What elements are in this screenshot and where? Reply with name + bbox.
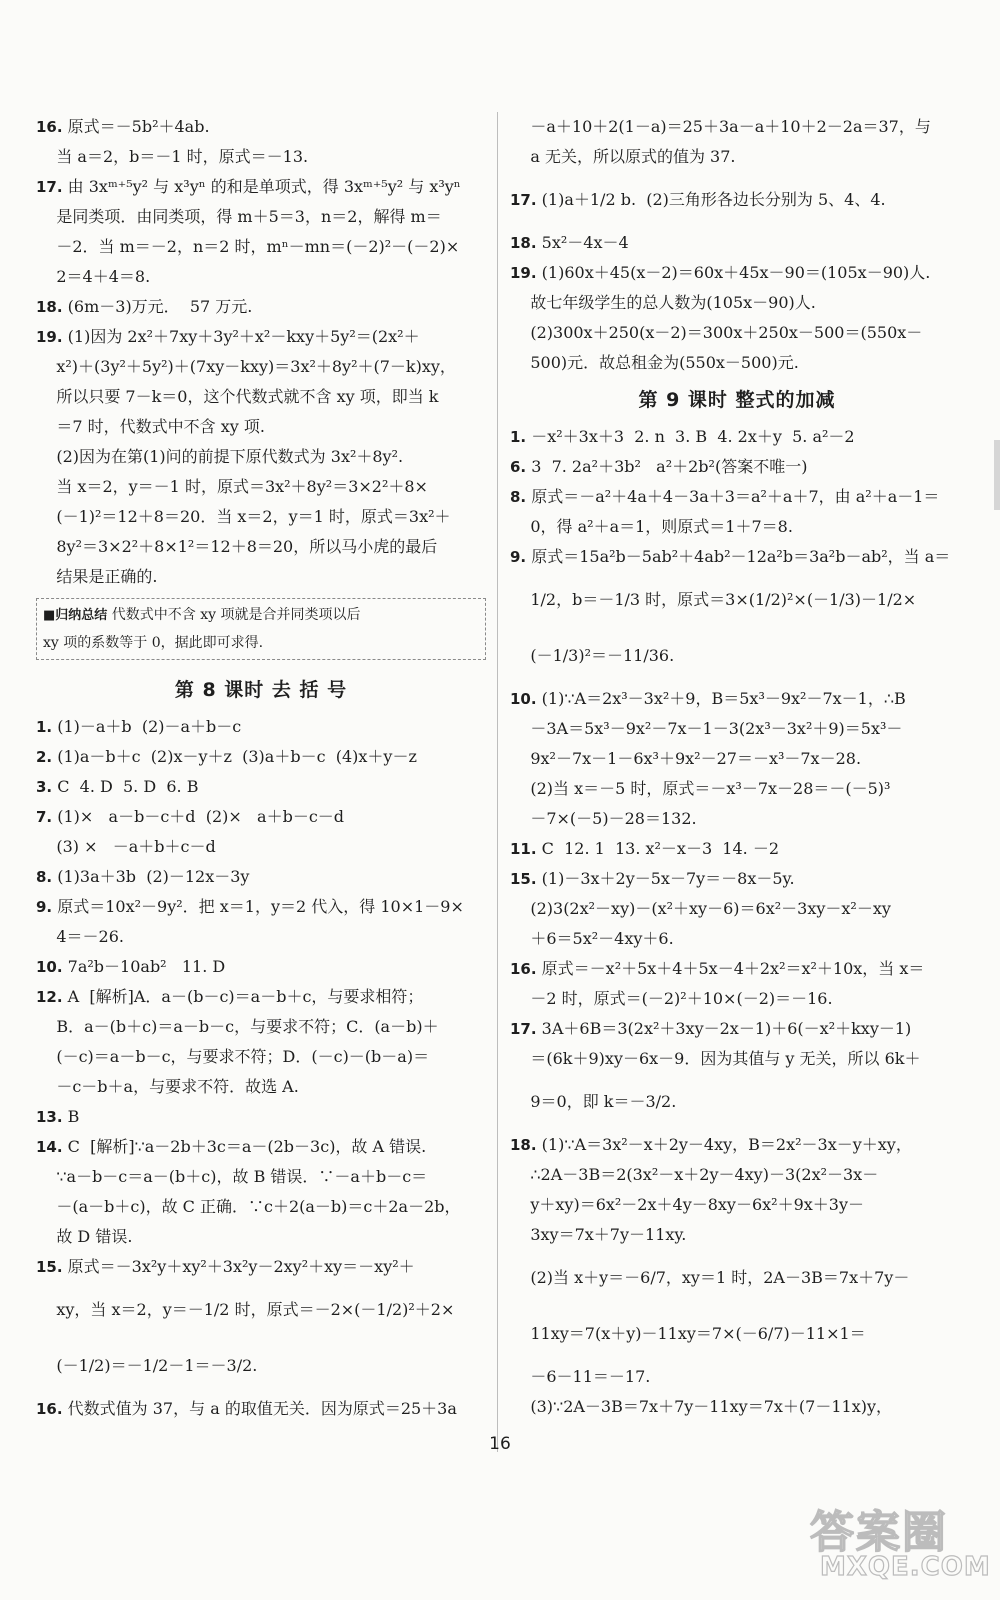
answer-text: (2)3(2x²－xy)－(x²＋xy－6)＝6x²－3xy－x²－xy [510,899,891,918]
question-number: 18. [36,298,63,316]
answer-line [510,774,964,804]
answer-text: A [解析]A．a－(b－c)＝a－b＋c，与要求相符； [62,987,424,1006]
answer-text: (3)∵2A－3B＝7x＋7y－11xy＝7x＋(7－11x)y， [510,1397,892,1416]
summary-note-text: 代数式中不含 xy 项就是合并同类项以后 [107,607,361,623]
answer-text: (2)300x＋250(x－2)＝300x＋250x－500＝(550x－ [510,323,923,342]
question-number: 8. [36,868,53,886]
watermark-logo [810,1496,991,1592]
answer-line [36,1102,486,1132]
question-number: 17. [510,1020,537,1038]
answer-line [510,258,964,288]
page-edge-marker [994,440,1000,510]
answer-line [36,232,486,262]
question-number: 6. [510,458,527,476]
answer-text: －c－b＋a，与要求不符．故选 A. [36,1077,299,1096]
answer-line [36,1394,486,1424]
answer-line [510,1190,964,1220]
answer-line [510,1306,964,1362]
question-number: 15. [36,1258,63,1276]
answer-text: ＝(6k＋9)xy－6x－9．因为其值与 y 无关，所以 6k＋ [510,1049,921,1068]
answer-text: 5x²－4x－4 [536,233,629,252]
question-number: 18. [510,1136,537,1154]
answer-line [510,452,964,482]
question-number: 8. [510,488,527,506]
answer-line [36,772,486,802]
answer-text: 1/2，b＝－1/3 时，原式＝3×(1/2)²×(－1/3)－1/2× [510,590,917,609]
answer-line [510,348,964,378]
answer-line [36,352,486,382]
answer-line [36,502,486,532]
answer-line [510,572,964,628]
summary-note-text: xy 项的系数等于 0，据此即可求得. [43,635,264,651]
answer-line [510,1220,964,1250]
answer-line [510,894,964,924]
question-number: 10. [36,958,63,976]
answer-line [510,1362,964,1392]
answer-text: (1)60x＋45(x－2)＝60x＋45x－90＝(105x－90)人. [536,263,931,282]
answer-line [36,292,486,322]
question-number: 11. [510,840,537,858]
answer-text: 故七年级学生的总人数为(105x－90)人. [510,293,816,312]
answer-text: 3A＋6B＝3(2x²＋3xy－2x－1)＋6(－x²＋kxy－1) [536,1019,912,1038]
answer-text: －a＋10＋2(1－a)＝25＋3a－a＋10＋2－2a＝37，与 [510,117,931,136]
answer-line [510,744,964,774]
answer-text: 4＝－26. [36,927,124,946]
answer-text: －3A＝5x³－9x²－7x－1－3(2x³－3x²＋9)＝5x³－ [510,719,903,738]
answer-line [36,832,486,862]
answer-line [510,864,964,894]
question-number: 16. [36,118,63,136]
answer-text: (3) × －a＋b＋c－d [36,837,216,856]
answer-text: xy，当 x＝2，y＝－1/2 时，原式＝－2×(－1/2)²＋2× [36,1300,455,1319]
question-number: 15. [510,870,537,888]
page-number: 16 [489,1434,511,1454]
answer-text: (－1/2)＝－1/2－1＝－3/2. [36,1356,258,1375]
answer-line [36,142,486,172]
left-column [36,112,486,1424]
answer-text: (2)因为在第(1)问的前提下原代数式为 3x²＋8y². [36,447,404,466]
question-number: 19. [510,264,537,282]
answer-text: C 12. 1 13. x²－x－3 14. －2 [536,839,780,858]
answer-text: (－1/3)²＝－11/36. [510,646,675,665]
question-number: 17. [510,191,537,209]
answer-line [510,318,964,348]
answer-line [510,542,964,572]
answer-line [36,1072,486,1102]
question-number: 3. [36,778,53,796]
column-divider [497,112,498,1452]
answer-line [510,714,964,744]
summary-note-tag: ■归纳总结 [43,608,108,623]
answer-text: B．a－(b＋c)＝a－b－c，与要求不符；C．(a－b)＋ [36,1017,439,1036]
answer-line [510,1074,964,1130]
question-number: 10. [510,690,537,708]
answer-line [36,1252,486,1282]
answer-text: (1)× a－b－c＋d (2)× a＋b－c－d [52,807,345,826]
answer-line [36,472,486,502]
question-number: 13. [36,1108,63,1126]
answer-text: 当 a＝2，b＝－1 时，原式＝－13. [36,147,309,166]
answer-text: y＋xy)＝6x²－2x＋4y－8xy－6x²＋9x＋3y－ [510,1195,865,1214]
answer-line [36,802,486,832]
answer-line [510,422,964,452]
answer-text: －7×(－5)－28＝132. [510,809,697,828]
section-heading: 第 8 课时 去 括 号 [174,679,348,701]
answer-text: 原式＝－5b²＋4ab. [62,117,210,136]
question-number: 7. [36,808,53,826]
answer-text: 11xy＝7(x＋y)－11xy＝7×(－6/7)－11×1＝ [510,1324,866,1343]
answer-text: 所以只要 7－k＝0，这个代数式就不含 xy 项，即当 k [36,387,439,406]
answer-line [36,1012,486,1042]
answer-text: (1)3a＋3b (2)－12x－3y [52,867,250,886]
answer-text: 8y²＝3×2²＋8×1²＝12＋8＝20，所以马小虎的最后 [36,537,438,556]
answer-line [510,288,964,318]
answer-line [36,532,486,562]
answer-text: 是同类项．由同类项，得 m＋5＝3，n＝2，解得 m＝ [36,207,442,226]
question-number: 1. [510,428,527,446]
answer-text: (1)－a＋b (2)－a＋b－c [52,717,242,736]
summary-note-line [43,601,479,629]
answer-line [510,112,964,142]
question-number: 1. [36,718,53,736]
answer-text: 结果是正确的. [36,567,158,586]
answer-line [36,1042,486,1072]
answer-text: B [62,1107,80,1126]
answer-line [36,412,486,442]
summary-note-box [36,598,486,660]
answer-line [36,562,486,592]
answer-line [510,684,964,714]
answer-text: C [解析]∵a－2b＋3c＝a－(2b－3c)，故 A 错误. [62,1137,427,1156]
watermark-glyphs: 答案圈 [810,1507,948,1558]
answer-line [510,804,964,834]
answer-text: ＋6＝5x²－4xy＋6. [510,929,674,948]
answer-text: 原式＝－a²＋4a＋4－3a＋3＝a²＋a＋7，由 a²＋a－1＝ [526,487,940,506]
answer-text: (2)当 x＋y＝－6/7，xy＝1 时，2A－3B＝7x＋7y－ [510,1268,910,1287]
watermark-url: MXQE.COM [820,1552,991,1582]
answer-text: 当 x＝2，y＝－1 时，原式＝3x²＋8y²＝3×2²＋8× [36,477,428,496]
answer-line [36,322,486,352]
answer-text: 3 7. 2a²＋3b² a²＋2b²(答案不唯一) [526,457,808,476]
answer-line [510,142,964,172]
question-number: 2. [36,748,53,766]
answer-text: 0，得 a²＋a＝1，则原式＝1＋7＝8. [510,517,793,536]
answer-line [510,1392,964,1422]
answer-text: －6－11＝－17. [510,1367,651,1386]
answer-line [36,922,486,952]
question-number: 17. [36,178,63,196]
answer-line [510,482,964,512]
answer-line [36,382,486,412]
answer-line [36,742,486,772]
answer-line [510,512,964,542]
answer-text: 由 3xᵐ⁺⁵y² 与 x³yⁿ 的和是单项式，得 3xᵐ⁺⁵y² 与 x³yⁿ [62,177,461,196]
section-heading: 第 9 课时 整式的加减 [638,389,836,411]
answer-line [510,172,964,228]
question-number: 16. [510,960,537,978]
answer-text: －(a－b＋c)，故 C 正确．∵c＋2(a－b)＝c＋2a－2b， [36,1197,461,1216]
answer-text: (－c)＝a－b－c，与要求不符；D．(－c)－(b－a)＝ [36,1047,430,1066]
answer-text: 3xy＝7x＋7y－11xy. [510,1225,687,1244]
answer-line [36,1222,486,1252]
answer-text: 故 D 错误. [36,1227,133,1246]
answer-text: ∴2A－3B＝2(3x²－x＋2y－4xy)－3(2x²－3x－ [510,1165,879,1184]
answer-text: －2 时，原式＝(－2)²＋10×(－2)＝－16. [510,989,833,1008]
question-number: 9. [510,548,527,566]
answer-text: (1)因为 2x²＋7xy＋3y²＋x²－kxy＋5y²＝(2x²＋ [62,327,420,346]
question-number: 12. [36,988,63,1006]
answer-text: 原式＝15a²b－5ab²＋4ab²－12a²b＝3a²b－ab²，当 a＝ [526,547,951,566]
answer-text: 原式＝－x²＋5x＋4＋5x－4＋2x²＝x²＋10x，当 x＝ [536,959,925,978]
answer-line [510,1044,964,1074]
answer-line [36,1162,486,1192]
question-number: 14. [36,1138,63,1156]
answer-text: 9＝0，即 k＝－3/2. [510,1092,677,1111]
answer-line [510,984,964,1014]
right-column [510,112,964,1422]
answer-line [36,262,486,292]
answer-line [510,834,964,864]
answer-text: (1)∵A＝3x²－x＋2y－4xy，B＝2x²－3x－y＋xy， [536,1135,912,1154]
answer-line [36,712,486,742]
question-number: 16. [36,1400,63,1418]
summary-note-line [43,629,479,657]
answer-text: 原式＝10x²－9y²．把 x＝1，y＝2 代入，得 10×1－9× [52,897,464,916]
answer-line [36,1132,486,1162]
answer-text: ＝7 时，代数式中不含 xy 项. [36,417,265,436]
answer-line [510,1014,964,1044]
answer-text: C 4. D 5. D 6. B [52,777,199,796]
answer-line [36,982,486,1012]
answer-line [36,862,486,892]
answer-text: (1)a－b＋c (2)x－y＋z (3)a＋b－c (4)x＋y－z [52,747,417,766]
answer-line [510,924,964,954]
answer-text: (1)－3x＋2y－5x－7y＝－8x－5y. [536,869,795,888]
answer-text: －x²＋3x＋3 2. n 3. B 4. 2x＋y 5. a²－2 [526,427,855,446]
answer-text: x²)＋(3y²＋5y²)＋(7xy－kxy)＝3x²＋8y²＋(7－k)xy， [36,357,456,376]
answer-line [36,952,486,982]
answer-line [510,954,964,984]
answer-text: (1)∵A＝2x³－3x²＋9，B＝5x³－9x²－7x－1，∴B [536,689,906,708]
answer-line [510,628,964,684]
answer-line [36,202,486,232]
answer-line [36,1338,486,1394]
answer-text: (－1)²＝12＋8＝20．当 x＝2，y＝1 时，原式＝3x²＋ [36,507,451,526]
answer-line [36,442,486,472]
answer-text: (6m－3)万元． 57 万元. [62,297,253,316]
answer-text: 9x²－7x－1－6x³＋9x²－27＝－x³－7x－28. [510,749,862,768]
answer-line [36,172,486,202]
answer-text: ∵a－b－c＝a－(b＋c)，故 B 错误．∵－a＋b－c＝ [36,1167,428,1186]
answer-text: (1)a＋1/2 b. (2)三角形各边长分别为 5、4、4. [536,190,886,209]
question-number: 9. [36,898,53,916]
question-number: 18. [510,234,537,252]
answer-text: －2．当 m＝－2，n＝2 时，mⁿ－mn＝(－2)²－(－2)× [36,237,460,256]
answer-line [510,228,964,258]
answer-line [510,1130,964,1160]
answer-line [36,892,486,922]
answer-line [510,1160,964,1190]
answer-text: 2＝4＋4＝8. [36,267,151,286]
answer-line [36,1192,486,1222]
answer-text: 7a²b－10ab² 11. D [62,957,226,976]
answer-text: 500)元．故总租金为(550x－500)元. [510,353,799,372]
answer-text: a 无关，所以原式的值为 37. [510,147,736,166]
answer-text: 代数式值为 37，与 a 的取值无关．因为原式＝25＋3a [62,1399,457,1418]
answer-line [36,1282,486,1338]
question-number: 19. [36,328,63,346]
answer-text: 原式＝－3x²y＋xy²＋3x²y－2xy²＋xy＝－xy²＋ [62,1257,415,1276]
answer-text: (2)当 x＝－5 时，原式＝－x³－7x－28＝－(－5)³ [510,779,891,798]
answer-line [36,112,486,142]
answer-line [510,1250,964,1306]
